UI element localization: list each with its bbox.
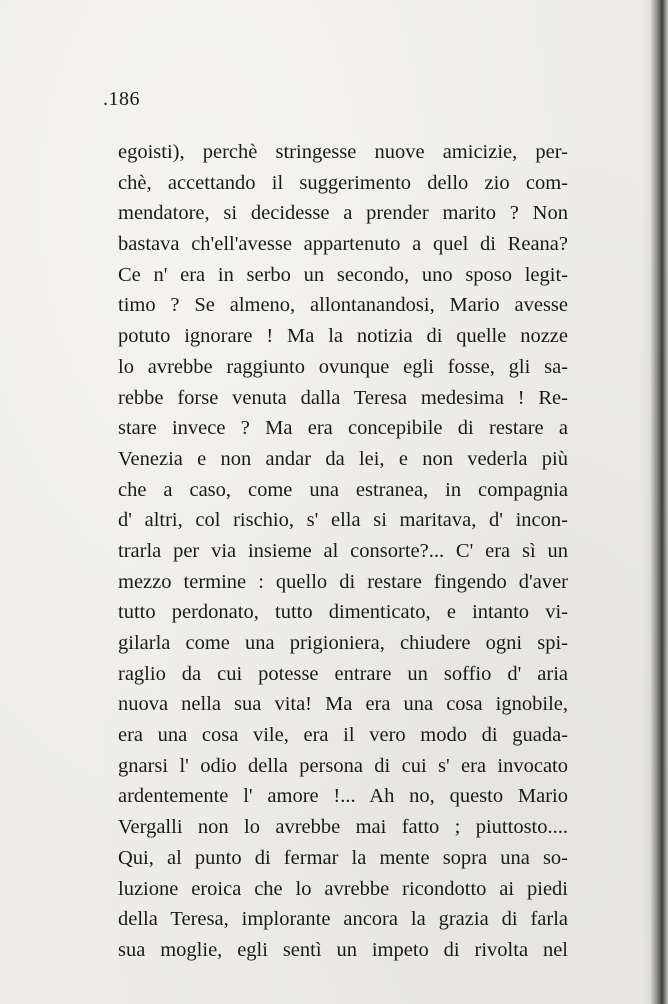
text-line-12: che a caso, come una estranea, in compagnia: [118, 478, 568, 501]
text-line-17: gilarla come una prigioniera, chiudere ogni spi-: [118, 632, 568, 654]
text-line-24: Qui, al punto di fermar la mente sopra una so-: [118, 846, 568, 869]
text-line-19: nuova nella sua vita! Ma era una cosa ignobile,: [118, 693, 568, 716]
text-line-2: chè, accettando il suggerimento dello zio com-: [118, 171, 568, 194]
text-line-3: mendatore, si decidesse a prender marito ? Non: [118, 202, 568, 225]
text-line-9: rebbe forse venuta dalla Teresa medesima ! Re-: [118, 386, 568, 409]
text-line-6: timo ? Se almeno, allontanandosi, Mario avesse: [118, 294, 568, 317]
text-line-14: trarla per via insieme al consorte?... C' era sì un: [118, 539, 568, 562]
text-line-8: lo avrebbe raggiunto ovunque egli fosse, gli sa-: [118, 355, 568, 378]
text-line-1: egoisti), perchè stringesse nuove amicizie, per-: [118, 141, 568, 163]
text-line-5: Ce n' era in serbo un secondo, uno sposo legit-: [118, 263, 568, 286]
page-number: .186: [103, 88, 140, 110]
body-text: [118, 137, 568, 966]
text-line-11: Venezia e non andar da lei, e non vederla più: [118, 447, 568, 470]
text-line-21: gnarsi l' odio della persona di cui s' era invocato: [118, 754, 568, 777]
page-binding-edge: [640, 0, 668, 1004]
text-line-13: d' altri, col rischio, s' ella si maritava, d' incon-: [118, 509, 568, 532]
text-line-15: mezzo termine : quello di restare fingendo d'aver: [118, 570, 568, 593]
text-line-4: bastava ch'ell'avesse appartenuto a quel di Reana?: [118, 233, 568, 256]
text-line-10: stare invece ? Ma era concepibile di restare a: [118, 417, 568, 440]
text-line-27: sua moglie, egli sentì un impeto di rivolta nel: [118, 938, 568, 961]
text-line-26: della Teresa, implorante ancora la grazia di farla: [118, 908, 568, 931]
text-line-22: ardentemente l' amore !... Ah no, questo Mario: [118, 785, 568, 808]
text-line-23: Vergalli non lo avrebbe mai fatto ; piuttosto....: [118, 816, 568, 839]
text-line-7: potuto ignorare ! Ma la notizia di quelle nozze: [118, 325, 568, 348]
text-line-25: luzione eroica che lo avrebbe ricondotto ai piedi: [118, 877, 568, 900]
text-line-16: tutto perdonato, tutto dimenticato, e intanto vi-: [118, 601, 568, 624]
text-line-20: era una cosa vile, era il vero modo di guada-: [118, 724, 568, 747]
text-line-18: raglio da cui potesse entrare un soffio d' aria: [118, 662, 568, 685]
